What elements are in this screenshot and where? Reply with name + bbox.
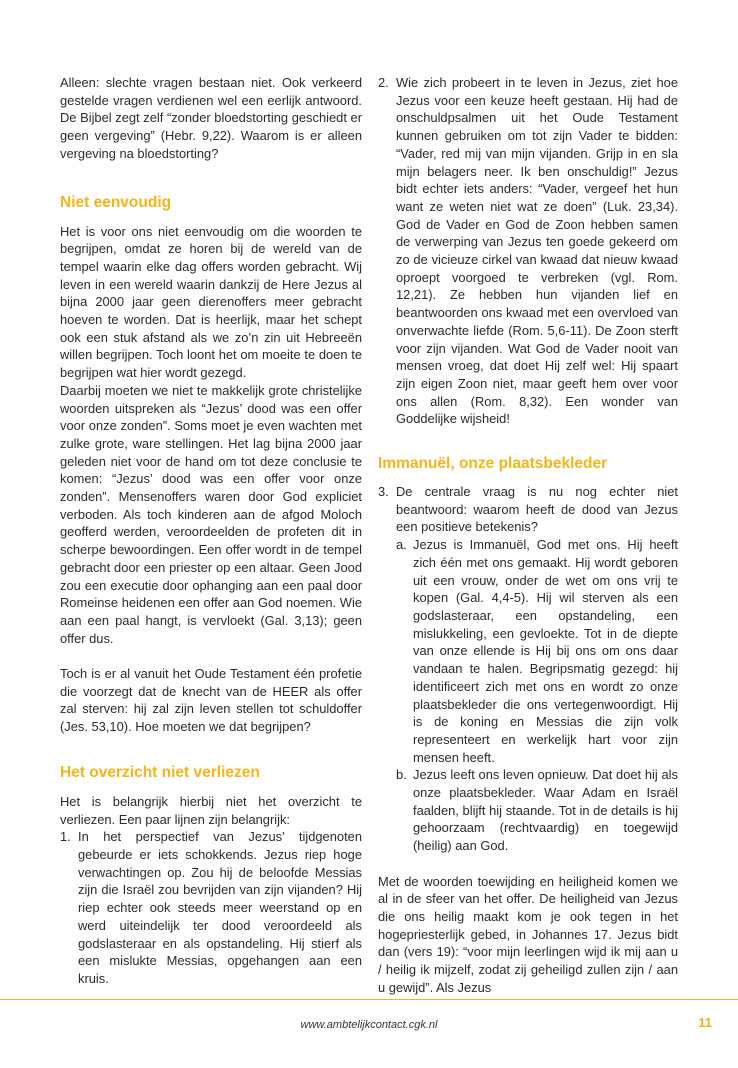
list-item-text: De centrale vraag is nu nog echter niet beantwoord: waarom heeft de dood van Jezus een positieve betekenis? (396, 484, 678, 535)
sub-item-text: Jezus leeft ons leven opnieuw. Dat doet hij als onze plaatsbekleder. Waar Adam en Israël faalden, blijft hij staande. Tot in de details is hij gehoorzaam (rechtvaardig) en toegewijd (heilig) aan God. (413, 767, 678, 854)
right-column (378, 74, 678, 996)
numbered-list-right (378, 74, 678, 428)
numbered-list-left (60, 828, 362, 987)
list-item-text: Wie zich probeert in te leven in Jezus, ziet hoe Jezus voor een keuze heeft gestaan. Hij had de onschuldpsalmen uit het Oude Testament kunnen gebruiken om tot zijn Vader te bidden: “Vader, red mij van mijn vijanden. Grijp in en sla mijn belagers neer. Ik ben onschuldig!” Jezus bidt echter iets anders: “Vader, vergeef het hun want ze weten niet wat ze doen” (Luk. 23,34). God de Vader en God de Zoon hebben samen de verwerping van Jezus ten goede gekeerd om zo de vicieuze cirkel van kwaad dat nieuw kwaad oproept voorgoed te verbreken (vgl. Rom. 12,21). Ze hebben hun vijanden lief en beantwoorden ons kwaad met een overvloed van onverwachte liefde (Rom. 5,6-11). De Zoon sterft voor zijn vijanden. Wat God de Vader nooit van mensen vroeg, dat doet Hij zelf wel: Hij spaart zijn eigen Zoon niet, maar geeft hem over voor ons allen (Rom. 8,32). Een wonder van Goddelijke wijsheid! (396, 75, 678, 427)
sub-item-text: Jezus is Immanuël, God met ons. Hij heeft zich één met ons gemaakt. Hij wordt geboren uit een vrouw, onder de wet om ons vrij te kopen (Gal. 4,4-5). Hij wil sterven als een godslasteraar, een opstandeling, een mislukkeling, een gevloekte. Tot in de diepte van onze ellende is Hij bij ons om ons daar vandaan te halen. Begripsmatig gezegd: hij identificeert zich met ons en wordt zo onze plaatsbekleder die ons vertegenwoordigt. Hij is de koning en Messias die zijn volk representeert en werkelijk hart voor zijn mensen heeft. (413, 537, 678, 765)
list-item-2 (378, 74, 678, 428)
paragraph-final: Met de woorden toewijding en heiligheid komen we al in de sfeer van het offer. De heiligheid van Jezus die ons heilig maakt kom je ook tegen in het hogepriesterlijk gebed, in Johannes 17. Jezus bidt dan (vers 19): “voor mijn leerlingen wijd ik mij aan u / heilig ik mijzelf, zodat zij geheiligd zullen zijn / aan u gewijd”. Als Jezus (378, 873, 678, 995)
list-item-1 (60, 828, 362, 987)
list-item-text: In het perspectief van Jezus’ tijdgenoten gebeurde er iets schokkends. Jezus riep hoge verwachtingen op. Zou hij de beloofde Messias zijn die Israël zou bevrijden van zijn vijanden? Hij riep echter ook steeds meer weerstand op en werd uiteindelijk ter dood veroordeeld als godslasteraar en als opstandeling. Hij stierf als een mislukte Messias, opgehangen aan een kruis. (78, 829, 362, 986)
paragraph-niet-eenvoudig-1: Het is voor ons niet eenvoudig om die woorden te begrijpen, omdat ze horen bij de wereld van de tempel waarin elke dag offers worden gebracht. Wij leven in een wereld waarin dankzij de Here Jezus al bijna 2000 jaar geen dierenoffers meer gebracht hoeven te worden. Dat is heerlijk, maar het schept ook een stuk afstand als we zo’n zin uit Hebreeën willen begrijpen. Toch loont het om moeite te doen te begrijpen wat hier wordt gezegd. (60, 223, 362, 381)
numbered-list-3 (378, 483, 678, 855)
footer-divider (0, 999, 738, 1000)
list-letter: a. (396, 537, 407, 553)
paragraph-niet-eenvoudig-2: Daarbij moeten we niet te makkelijk grote christelijke woorden uitspreken als “Jezus’ dood was een offer voor onze zonden”. Soms moet je even wachten met zulke grote, ware stellingen. Het lag bijna 2000 jaar geleden niet voor de hand om tot deze conclusie te komen: “Jezus’ dood was een offer voor onze zonden”. Mensenoffers waren door God expliciet verboden. Als toch kinderen aan de afgod Moloch geofferd werden, veroordeelden de profeten dit in scherpe bewoordingen. Een offer wordt in de tempel gebracht door een priester op een altaar. Geen Jood zou een executie door ophanging aan een paal door Romeinse heidenen een offer aan God noemen. Wie aan een paal hangt, is vervloekt (Gal. 3,13); geen offer dus. (60, 382, 362, 646)
heading-niet-eenvoudig: Niet eenvoudig (60, 193, 172, 211)
heading-overzicht: Het overzicht niet verliezen (60, 763, 260, 781)
left-column (60, 74, 362, 988)
list-number: 1. (60, 829, 71, 845)
paragraph-intro: Alleen: slechte vragen bestaan niet. Ook verkeerd gestelde vragen verdienen wel een eerlijk antwoord. De Bijbel zegt zelf “zonder bloedstorting geschiedt er geen vergeving” (Hebr. 9,22). Waarom is er alleen vergeving na bloedstorting? (60, 75, 362, 161)
sub-item-a (396, 536, 678, 766)
sub-item-b (396, 766, 678, 855)
paragraph-overzicht: Het is belangrijk hierbij niet het overzicht te verliezen. Een paar lijnen zijn belangrijk: (60, 793, 362, 827)
list-number: 3. (378, 484, 389, 500)
page-number: 11 (698, 1015, 712, 1030)
list-letter: b. (396, 767, 407, 783)
heading-immanuel: Immanuël, onze plaatsbekleder (378, 455, 608, 473)
paragraph-niet-eenvoudig-3: Toch is er al vanuit het Oude Testament één profetie die voorzegt dat de knecht van de HEER als offer zal sterven: hij zal zijn leven stellen tot schuldoffer (Jes. 53,10). Hoe moeten we dat begrijpen? (60, 666, 362, 735)
footer-url[interactable]: www.ambtelijkcontact.cgk.nl (300, 1019, 438, 1031)
list-item-3 (378, 483, 678, 855)
list-number: 2. (378, 75, 389, 90)
